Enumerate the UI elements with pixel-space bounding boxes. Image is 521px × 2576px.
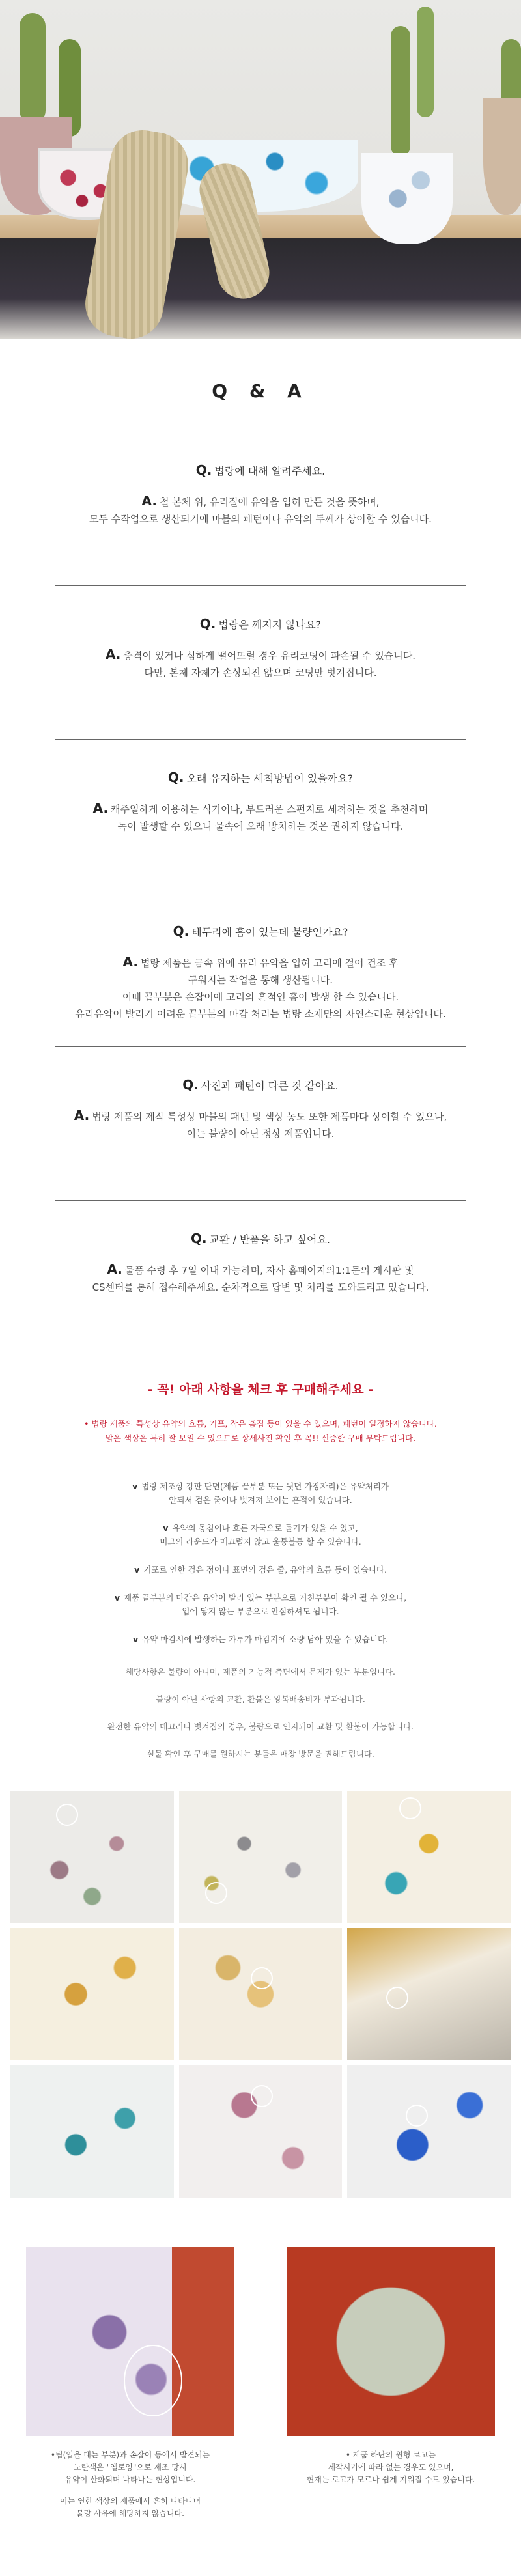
detail-photo — [10, 2065, 174, 2198]
qa-item — [55, 1200, 466, 1351]
question — [55, 923, 466, 939]
answer — [55, 1107, 466, 1142]
answer — [55, 800, 466, 835]
q-mark: Q. — [173, 923, 190, 939]
check-item — [26, 1479, 495, 1507]
yellowing-photo — [26, 2247, 234, 2436]
highlight-circle — [406, 2105, 428, 2127]
cactus — [417, 7, 434, 117]
qa-item — [55, 585, 466, 739]
question — [55, 462, 466, 478]
check-mark-icon: v — [163, 1523, 169, 1533]
detail-photo — [347, 1791, 511, 1923]
check-mark-icon: v — [134, 1565, 140, 1575]
caption-line: 이는 연한 색상의 제품에서 흔히 나타나며 — [59, 2497, 201, 2506]
answer-line: 법랑 제품은 금속 위에 유리 유약을 입혀 고리에 걸어 건조 후 — [141, 957, 399, 969]
bottom-photos — [26, 2247, 495, 2520]
qa-item — [55, 1046, 466, 1200]
qa-item — [55, 739, 466, 893]
yellowing-caption — [26, 2449, 234, 2520]
cactus — [20, 13, 46, 124]
info-line: 실물 확인 후 구매를 원하시는 분들은 매장 방문을 권해드립니다. — [147, 1749, 374, 1759]
check-line: 제품 끝부분의 마감은 유약이 발리 있는 부분으로 거친부분이 확인 될 수 있으나, — [124, 1593, 407, 1603]
check-mark-icon: v — [132, 1481, 138, 1491]
caption-line: 불량 사유에 해당하지 않습니다. — [76, 2509, 184, 2518]
answer — [55, 646, 466, 681]
question-text: 테두리에 흠이 있는데 불량인가요? — [191, 926, 348, 938]
warning-line: 밝은 색상은 특히 잘 보일 수 있으므로 상세사진 확인 후 꼭!! 신중한 구매 부탁드립니다. — [105, 1433, 416, 1443]
logo-caption — [287, 2449, 495, 2486]
check-line: 기포로 인한 검은 점이나 표면의 검은 줄, 유약의 흐름 등이 있습니다. — [143, 1565, 387, 1575]
question-text: 오래 유지하는 세척방법이 있을까요? — [186, 772, 354, 785]
info-line: 완전한 유약의 매끄러나 벗겨짐의 경우, 불량으로 인지되어 교환 및 환불이 가능합니다. — [107, 1722, 414, 1731]
highlight-circle — [251, 2085, 273, 2107]
check-line: 입에 닿지 않는 부분으로 안심하셔도 됩니다. — [182, 1606, 339, 1616]
a-mark: A. — [141, 493, 157, 509]
answer-line: 충격이 있거나 심하게 떨어뜨릴 경우 유리코팅이 파손될 수 있습니다. — [123, 650, 416, 662]
answer-line: 이때 끝부분은 손잡이에 고리의 흔적인 흠이 발생 할 수 있습니다. — [122, 991, 399, 1003]
notice-title: - 꼭! 아래 사항을 체크 후 구매해주세요 - — [147, 1382, 374, 1397]
check-item — [26, 1521, 495, 1548]
qa-title: Q & A — [212, 380, 309, 402]
q-mark: Q. — [167, 770, 184, 785]
caption-line: 제작시기에 따라 없는 경우도 있으며, — [328, 2463, 454, 2472]
question — [55, 1077, 466, 1093]
check-line: 유약 마감시에 발생하는 가루가 마감지에 소량 남아 있을 수 있습니다. — [142, 1634, 388, 1644]
highlight-circle — [56, 1804, 78, 1826]
notice-warning — [26, 1417, 495, 1446]
question — [55, 770, 466, 785]
a-mark: A. — [92, 800, 109, 816]
cactus — [391, 26, 410, 156]
page-bottom-spacer — [0, 2520, 521, 2559]
detail-photo — [179, 2065, 343, 2198]
logo-photo-block — [287, 2247, 495, 2520]
detail-photo — [179, 1791, 343, 1923]
answer-line: CS센터를 통해 접수해주세요. 순차적으로 답변 및 처리를 도와드리고 있습니다. — [92, 1281, 429, 1293]
caption-line: 유약이 산화되며 나타나는 현상입니다. — [64, 2475, 196, 2484]
q-mark: Q. — [182, 1077, 199, 1093]
check-item — [26, 1591, 495, 1618]
detail-photo — [10, 1791, 174, 1923]
highlight-circle — [386, 1987, 408, 2009]
caption-line: • 제품 하단의 원형 로고는 — [345, 2450, 436, 2459]
q-mark: Q. — [199, 616, 216, 632]
a-mark: A. — [122, 954, 138, 970]
answer-line: 법랑 제품의 제작 특성상 마블의 패턴 및 색상 농도 또한 제품마다 상이할 수 있으나, — [92, 1111, 447, 1123]
a-mark: A. — [107, 1261, 122, 1277]
caption-line: 현재는 로고가 모르나 쉽게 지워질 수도 있습니다. — [306, 2475, 475, 2484]
check-mark-icon: v — [114, 1593, 120, 1603]
answer-line: 물품 수령 후 7일 이내 가능하며, 자사 홈페이지의1:1문의 게시판 및 — [124, 1265, 414, 1276]
info-line: 해당사항은 불량이 아니며, 제품의 기능적 측면에서 문제가 없는 부분입니다. — [125, 1667, 396, 1677]
answer — [55, 1261, 466, 1296]
check-line: 안되서 검은 줄이나 벗겨져 보이는 흔적이 있습니다. — [169, 1495, 352, 1505]
gray-marble-pot — [361, 153, 453, 244]
check-line: 유약의 몽침이나 흐른 자국으로 돌기가 있을 수 있고, — [172, 1523, 358, 1533]
qa-item — [55, 432, 466, 585]
question — [55, 616, 466, 632]
answer-line: 구워지는 작업을 통해 생산됩니다. — [188, 974, 333, 986]
detail-photo-grid — [10, 1791, 511, 2198]
check-item — [26, 1563, 495, 1576]
question-text: 법랑에 대해 알려주세요. — [214, 465, 326, 477]
question-text: 법랑은 깨지지 않나요? — [218, 619, 322, 631]
answer-line: 모두 수작업으로 생산되기에 마블의 패턴이나 유약의 두께가 상이할 수 있습니다. — [89, 513, 432, 525]
info-line: 불량이 아닌 사항의 교환, 환불은 왕복배송비가 부과됩니다. — [156, 1694, 365, 1704]
q-mark: Q. — [195, 462, 212, 478]
bottom-logo-photo — [287, 2247, 495, 2436]
notice-info — [26, 1666, 495, 1761]
check-mark-icon: v — [133, 1634, 139, 1644]
purchase-notice — [26, 1380, 495, 1761]
answer-line: 이는 불량이 아닌 정상 제품입니다. — [186, 1128, 335, 1140]
qa-list — [55, 432, 466, 1351]
highlight-circle — [399, 1797, 421, 1819]
question — [55, 1231, 466, 1246]
clay-pot — [483, 98, 521, 215]
detail-photo — [179, 1928, 343, 2060]
answer-line: 캐주얼하게 이용하는 식기이나, 부드러운 스펀지로 세척하는 것을 추천하며 — [111, 804, 429, 815]
answer-line: 다만, 본체 자체가 손상되진 않으며 코팅만 벗겨집니다. — [144, 667, 377, 679]
detail-photo — [347, 2065, 511, 2198]
answer-line: 유리유약이 발리기 어려운 끝부분의 마감 처리는 법랑 소재만의 자연스러운 현상입니다. — [75, 1008, 446, 1020]
answer — [55, 492, 466, 527]
highlight-circle — [205, 1882, 227, 1904]
warning-line: • 법랑 제품의 특성상 유약의 흐름, 기포, 작은 흠집 등이 있을 수 있으며, 패턴이 일정하지 않습니다. — [84, 1419, 437, 1429]
answer-line: 녹이 발생할 수 있으니 물속에 오래 방치하는 것은 권하지 않습니다. — [117, 820, 404, 832]
detail-photo — [347, 1928, 511, 2060]
answer — [55, 953, 466, 1022]
caption-line: 노란색은 "옐로잉"으로 제조 당시 — [74, 2463, 187, 2472]
question-text: 교환 / 반품을 하고 싶어요. — [209, 1233, 330, 1246]
highlight-circle — [251, 1967, 273, 1989]
a-mark: A. — [74, 1108, 90, 1123]
caption-line: •팁(입을 대는 부분)과 손잡이 등에서 발견되는 — [50, 2450, 210, 2459]
check-line: 머그의 라운드가 매끄럽지 않고 울퉁불퉁 할 수 있습니다. — [160, 1537, 361, 1547]
hero-photo — [0, 0, 521, 339]
yellowing-photo-block — [26, 2247, 234, 2520]
qa-item — [55, 893, 466, 1046]
detail-photo — [10, 1928, 174, 2060]
question-text: 사진과 패턴이 다른 것 같아요. — [201, 1080, 339, 1092]
check-item — [26, 1632, 495, 1646]
a-mark: A. — [105, 647, 121, 662]
answer-line: 철 본체 위, 유리질에 유약을 입혀 만든 것을 뜻하며, — [159, 496, 380, 508]
highlight-circle — [124, 2345, 182, 2416]
check-line: 법랑 제조상 강판 단면(제품 끝부분 또는 뒷면 가장자리)은 유약처리가 — [141, 1481, 389, 1491]
q-mark: Q. — [191, 1231, 207, 1246]
